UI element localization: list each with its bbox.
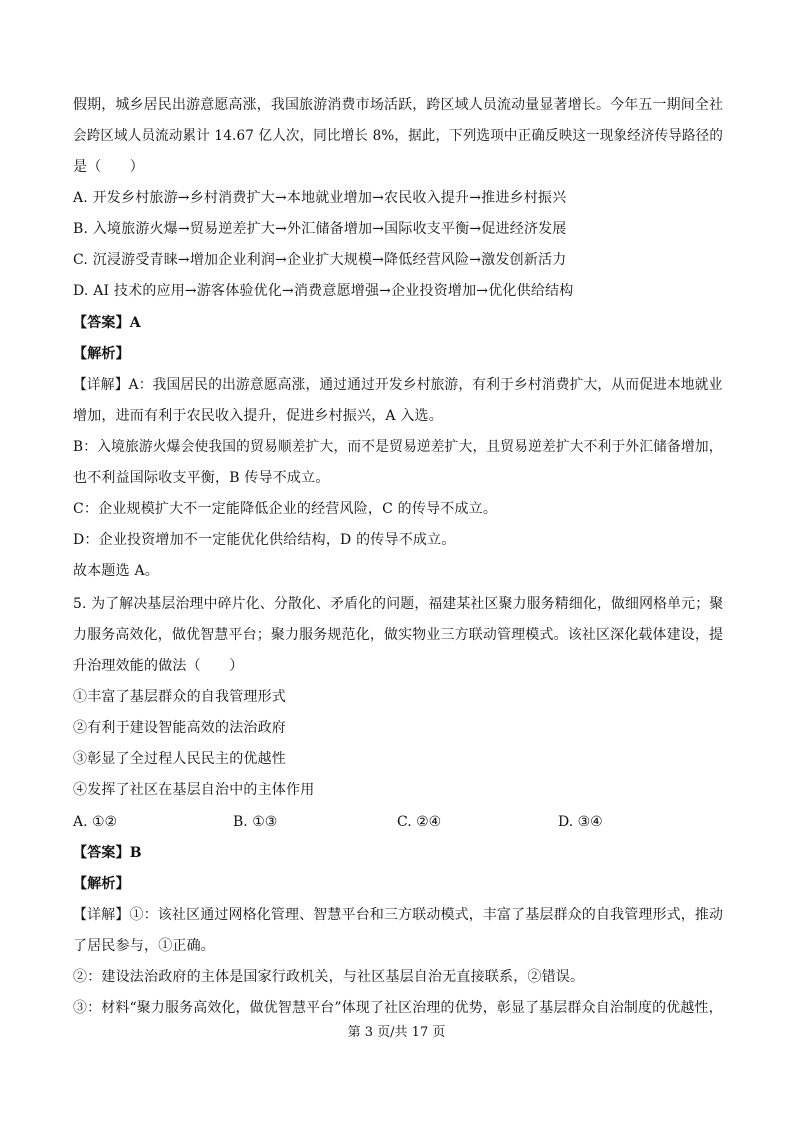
q4-answer: 【答案】A — [73, 315, 141, 331]
q4-detail-line-7: 故本题选 A。 — [73, 563, 159, 579]
q4-detail-line-3: B：入境旅游火爆会使我国的贸易顺差扩大，而不是贸易逆差扩大，且贸易逆差扩大不利于外汇储备增加， — [73, 439, 723, 455]
q5-statement-1: ①丰富了基层群众的自我管理形式 — [73, 689, 286, 705]
q5-analysis-heading: 【解析】 — [73, 876, 130, 892]
q4-stem-line-3: 是（ ） — [73, 159, 144, 175]
q4-option-b: B. 入境旅游火爆→贸易逆差扩大→外汇储备增加→国际收支平衡→促进经济发展 — [73, 221, 567, 237]
q5-choice-a: A. ①② — [73, 814, 118, 830]
q4-detail-line-2: 增加，进而有利于农民收入提升，促进乡村振兴，A 入选。 — [73, 408, 443, 424]
q4-stem-line-2: 会跨区域人员流动累计 14.67 亿人次，同比增长 8%，据此，下列选项中正确反映这一现象经济传导路径的 — [73, 128, 724, 144]
q5-statement-2: ②有利于建设智能高效的法治政府 — [73, 720, 286, 736]
q5-stem-line-2: 力服务高效化，做优智慧平台；聚力服务规范化，做实物业三方联动管理模式。该社区深化载体建设，提 — [73, 627, 724, 643]
q4-detail-line-4: 也不利益国际收支平衡，B 传导不成立。 — [73, 470, 330, 486]
q4-detail-line-1: 【详解】A：我国居民的出游意愿高涨，通过通过开发乡村旅游，有利于乡村消费扩大，从而促进本地就业 — [73, 377, 723, 393]
q5-detail-line-2: 了居民参与，①正确。 — [73, 938, 215, 954]
q5-choice-c: C. ②④ — [397, 814, 442, 830]
q4-detail-line-5: C：企业规模扩大不一定能降低企业的经营风险，C 的传导不成立。 — [73, 501, 498, 517]
q4-option-d: D. AI 技术的应用→游客体验优化→消费意愿增强→企业投资增加→优化供给结构 — [73, 283, 574, 299]
q4-analysis-heading: 【解析】 — [73, 346, 130, 362]
q5-choice-d: D. ③④ — [558, 814, 603, 830]
q4-detail-line-6: D：企业投资增加不一定能优化供给结构，D 的传导不成立。 — [73, 532, 456, 548]
q5-stem-line-3: 升治理效能的做法（ ） — [73, 658, 244, 674]
q5-detail-line-1: 【详解】①：该社区通过网格化管理、智慧平台和三方联动模式，丰富了基层群众的自我管理形式，推动 — [73, 907, 724, 923]
q5-detail-line-4: ③：材料“聚力服务高效化，做优智慧平台”体现了社区治理的优势，彰显了基层群众自治制度的优越性， — [73, 1000, 723, 1016]
q5-answer: 【答案】B — [73, 845, 142, 861]
page-number-footer: 第 3 页/共 17 页 — [347, 1025, 446, 1040]
q4-option-a: A. 开发乡村旅游→乡村消费扩大→本地就业增加→农民收入提升→推进乡村振兴 — [73, 190, 567, 206]
q5-statement-3: ③彰显了全过程人民民主的优越性 — [73, 751, 286, 767]
q5-detail-line-3: ②：建设法治政府的主体是国家行政机关，与社区基层自治无直接联系，②错误。 — [73, 969, 585, 985]
q4-stem-line-1: 假期，城乡居民出游意愿高涨，我国旅游消费市场活跃，跨区域人员流动量显著增长。今年五一期间全社 — [73, 97, 724, 113]
q5-choice-b: B. ①③ — [233, 814, 278, 830]
q5-stem-line-1: 5. 为了解决基层治理中碎片化、分散化、矛盾化的问题，福建某社区聚力服务精细化，做细网格单元；聚 — [73, 596, 724, 612]
q5-statement-4: ④发挥了社区在基层自治中的主体作用 — [73, 782, 315, 798]
q4-option-c: C. 沉浸游受青睐→增加企业利润→企业扩大规模→降低经营风险→激发创新活力 — [73, 252, 567, 268]
